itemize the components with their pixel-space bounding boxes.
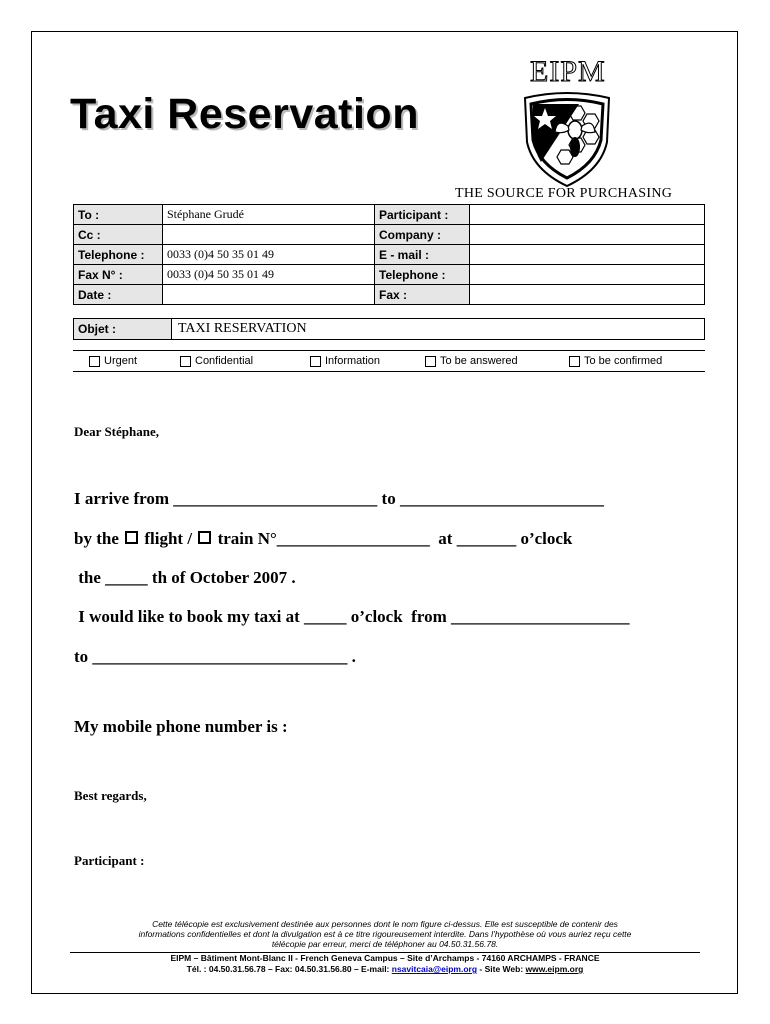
participant-telephone-label: Telephone : — [375, 265, 470, 285]
disclaimer-line: informations confidentielles et dont la divulgation est à ce titre rigoureusement interdite. Dans l’hypothèse où vous auriez reçu cette — [138, 929, 632, 939]
subject-label: Objet : — [74, 319, 172, 339]
date-label: Date : — [74, 285, 163, 305]
to-value: Stéphane Grudé — [163, 205, 375, 225]
checkbox-label: Urgent — [104, 355, 138, 367]
transport-line — [74, 529, 572, 549]
checkbox-label: Confidential — [195, 355, 254, 367]
fax-label: Fax N° : — [74, 265, 163, 285]
telephone-value: 0033 (0)4 50 35 01 49 — [163, 245, 375, 265]
table-row — [74, 205, 705, 225]
checkbox-icon — [310, 356, 321, 367]
checkbox-icon — [180, 356, 191, 367]
footer-address: EIPM – Bâtiment Mont-Blanc II - French Geneva Campus – Site d’Archamps - 74160 ARCHAMPS - FRANCE — [170, 953, 600, 963]
footer-contact — [70, 964, 700, 975]
transport-line-start: by the — [74, 529, 124, 548]
disclaimer-line: Cette télécopie est exclusivement destinée aux personnes dont le nom figure ci-dessus. Elle est susceptible de contenir des — [152, 919, 618, 929]
urgent-checkbox[interactable] — [89, 355, 137, 367]
logo-tagline: THE SOURCE FOR PURCHASING — [455, 186, 673, 201]
date-value — [163, 285, 375, 305]
cc-label: Cc : — [74, 225, 163, 245]
checkbox-label: To be answered — [440, 355, 518, 367]
booking-line: I would like to book my taxi at _____ o’clock from _____________________ — [74, 607, 630, 626]
subject-row — [73, 318, 705, 340]
arrival-line: I arrive from ________________________ to ________________________ — [74, 489, 604, 508]
participant-value — [470, 205, 705, 225]
checkbox-label: Information — [325, 355, 381, 367]
company-value — [470, 225, 705, 245]
eipm-logo-text: EIPM — [530, 55, 606, 88]
information-checkbox[interactable] — [310, 355, 380, 367]
participant-fax-label: Fax : — [375, 285, 470, 305]
footer-web-label: - Site Web: — [477, 964, 526, 974]
subject-value: TAXI RESERVATION — [178, 321, 307, 336]
closing: Best regards, — [74, 788, 147, 803]
telephone-label: Telephone : — [74, 245, 163, 265]
transport-line-train: train N°__________________ at _______ o’clock — [213, 529, 573, 548]
cc-value — [163, 225, 375, 245]
participant-label: Participant : — [375, 205, 470, 225]
checkbox-label: To be confirmed — [584, 355, 663, 367]
to-be-confirmed-checkbox[interactable] — [569, 355, 662, 367]
date-line: the _____ th of October 2007 . — [74, 568, 296, 587]
participant-telephone-value — [470, 265, 705, 285]
table-row — [74, 285, 705, 305]
checkbox-icon — [425, 356, 436, 367]
participant-signature-label: Participant : — [74, 853, 145, 868]
eipm-shield-logo-icon — [521, 92, 613, 188]
table-row — [74, 225, 705, 245]
email-value — [470, 245, 705, 265]
company-label: Company : — [375, 225, 470, 245]
email-label: E - mail : — [375, 245, 470, 265]
transport-line-flight: flight / — [140, 529, 197, 548]
footer-website-link[interactable]: www.eipm.org — [525, 964, 584, 974]
checkbox-icon — [569, 356, 580, 367]
participant-fax-value — [470, 285, 705, 305]
checkbox-row — [73, 350, 705, 372]
checkbox-icon — [89, 356, 100, 367]
greeting: Dear Stéphane, — [74, 424, 159, 439]
footer-email-link[interactable]: nsavitcaia@eipm.org — [391, 964, 478, 974]
to-label: To : — [74, 205, 163, 225]
disclaimer-line: télécopie par erreur, merci de téléphoner au 04.50.31.56.78. — [271, 939, 499, 949]
footer — [70, 953, 700, 975]
confidentiality-disclaimer — [80, 919, 690, 949]
fax-value: 0033 (0)4 50 35 01 49 — [163, 265, 375, 285]
destination-line: to ______________________________ . — [74, 647, 356, 666]
header-info-table — [73, 204, 705, 305]
footer-phone-fax: Tél. : 04.50.31.56.78 – Fax: 04.50.31.56.80 – E-mail: — [186, 964, 392, 974]
fax-page — [31, 31, 738, 994]
mobile-phone-line: My mobile phone number is : — [74, 717, 288, 736]
to-be-answered-checkbox[interactable] — [425, 355, 518, 367]
train-checkbox-icon[interactable] — [198, 531, 211, 544]
flight-checkbox-icon[interactable] — [125, 531, 138, 544]
confidential-checkbox[interactable] — [180, 355, 253, 367]
table-row — [74, 265, 705, 285]
page-title: Taxi Reservation — [70, 90, 419, 138]
table-row — [74, 245, 705, 265]
